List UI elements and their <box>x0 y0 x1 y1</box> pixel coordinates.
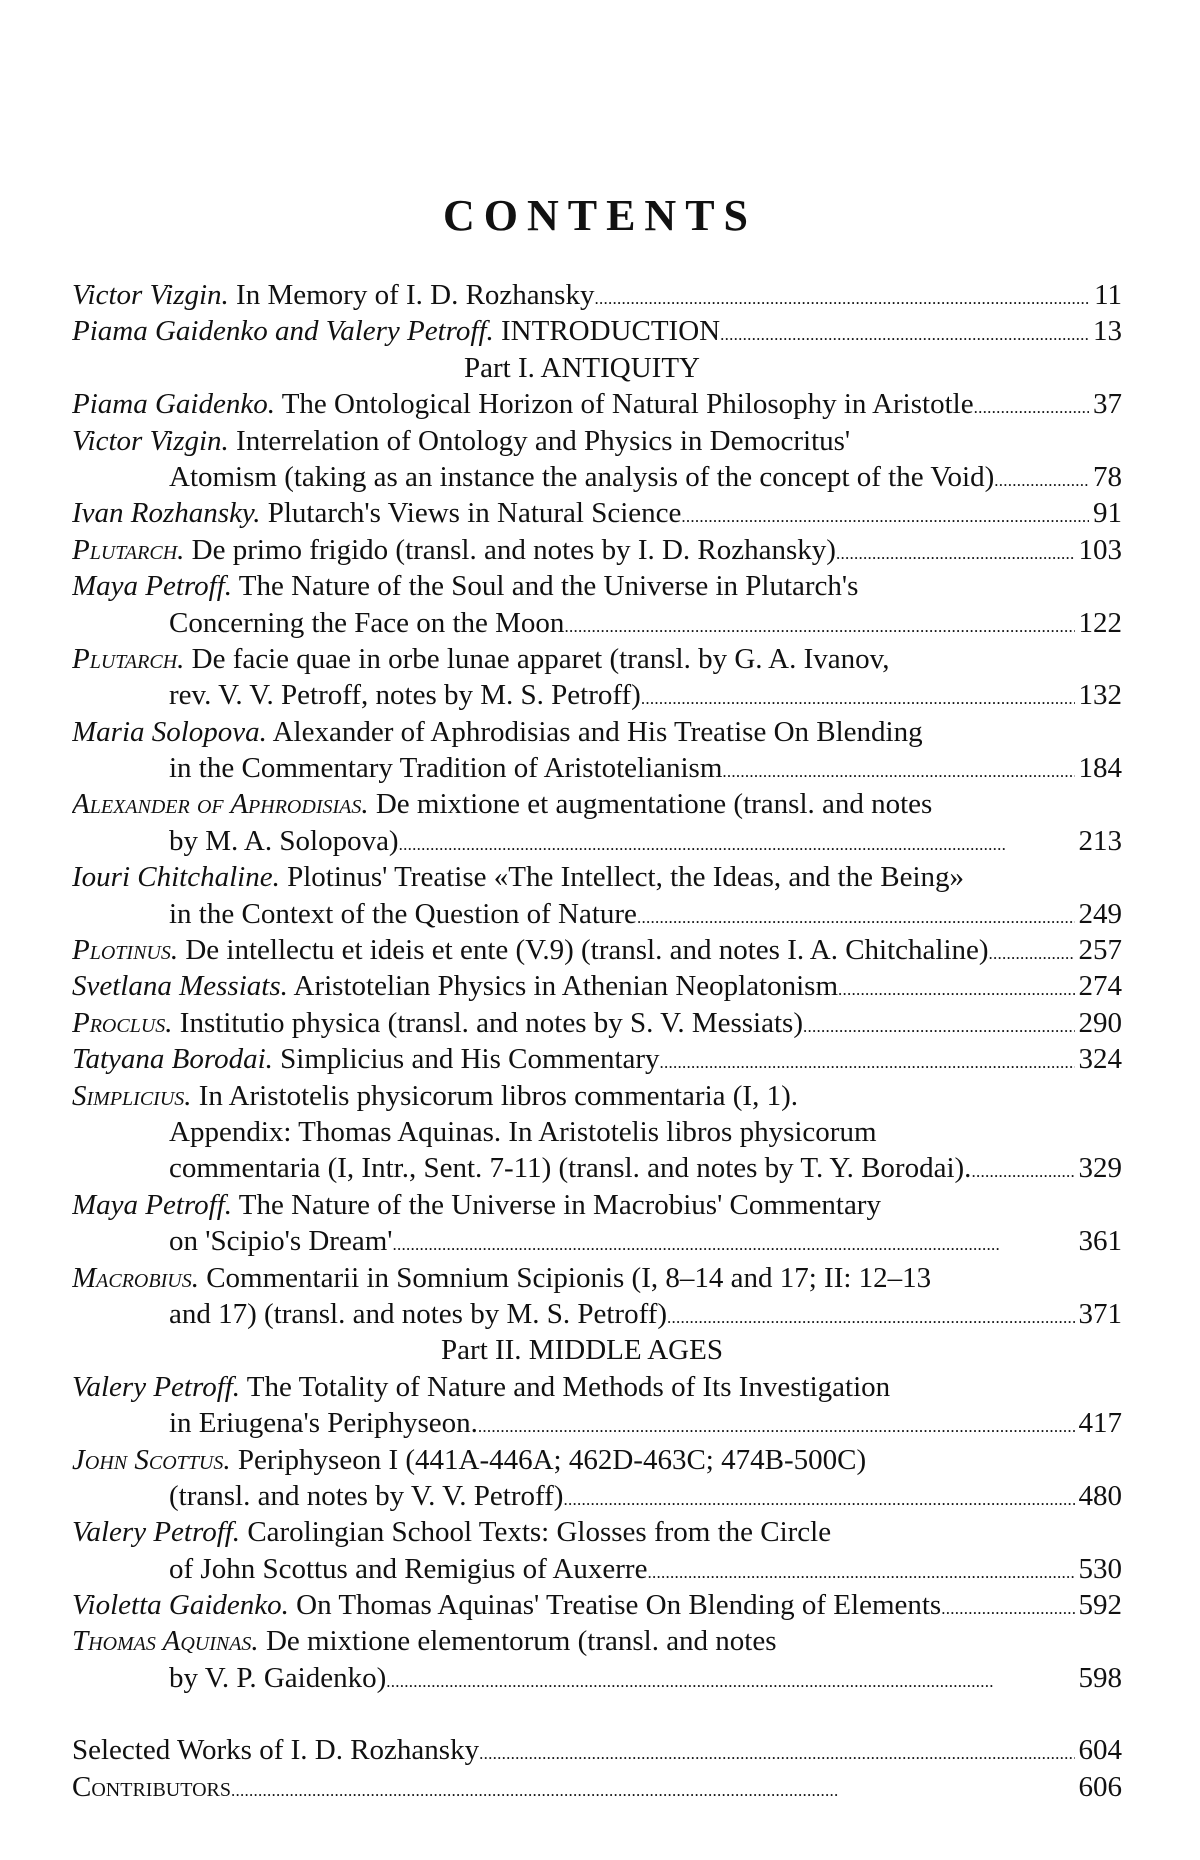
toc-entry-line <box>72 1732 1122 1768</box>
toc-entry <box>72 568 1122 641</box>
entry-title: De facie quae in orbe lunae apparet (transl. by G. A. Ivanov, <box>191 642 890 675</box>
entry-page-number: 480 <box>1075 1478 1123 1514</box>
toc-entry-line <box>72 1623 1122 1659</box>
toc-entry <box>72 932 1122 968</box>
entry-page-number: 91 <box>1089 495 1122 531</box>
toc-entry <box>72 1514 1122 1587</box>
entry-author: Proclus. <box>72 1006 173 1039</box>
front-matter-section <box>72 277 1122 350</box>
entry-title: Plotinus' Treatise «The Intellect, the Ideas, and the Being» <box>287 861 965 894</box>
part-heading-antiquity: Part I. ANTIQUITY <box>464 351 700 384</box>
entry-title: Interrelation of Ontology and Physics in Democritus' <box>236 424 851 457</box>
entry-author: Valery Petroff. <box>72 1516 241 1549</box>
toc-entry-line <box>72 641 1122 677</box>
toc-entry <box>72 313 1122 349</box>
entry-author: Maria Solopova. <box>72 715 267 748</box>
entry-page-number: 361 <box>1075 1223 1123 1259</box>
entry-title: by V. P. Gaidenko) <box>169 1661 387 1694</box>
toc-entry-line <box>72 1769 1122 1805</box>
entry-title: INTRODUCTION <box>501 315 721 348</box>
toc-entry-line <box>72 1005 1122 1041</box>
toc-entry-line <box>72 459 1122 495</box>
toc-entry <box>72 423 1122 496</box>
toc-entry-line <box>72 1405 1122 1441</box>
toc-entry-line <box>72 968 1122 1004</box>
toc-entry-line <box>72 859 1122 895</box>
entry-page-number: 371 <box>1075 1296 1123 1332</box>
entry-author: Victor Vizgin. <box>72 279 229 311</box>
entry-page-number: 249 <box>1075 896 1123 932</box>
toc-entry-line <box>72 1114 1122 1150</box>
entry-page-number: 606 <box>1075 1769 1123 1805</box>
entry-page-number: 213 <box>1075 823 1123 859</box>
entry-page-number: 598 <box>1075 1660 1123 1696</box>
entry-page-number: 184 <box>1075 750 1123 786</box>
entry-page-number: 329 <box>1075 1150 1123 1186</box>
toc-entry-line <box>72 677 1122 713</box>
entry-title: The Nature of the Soul and the Universe in Plutarch's <box>238 570 859 603</box>
entry-title: Appendix: Thomas Aquinas. In Aristotelis libros physicorum <box>169 1115 877 1148</box>
entry-author: Plutarch. <box>72 533 185 566</box>
toc-entry-line <box>72 386 1122 422</box>
toc-entry <box>72 277 1122 313</box>
entry-author: Svetlana Messiats. <box>72 970 288 1003</box>
entry-title: De mixtione elementorum (transl. and notes <box>265 1625 777 1658</box>
entry-page-number: 11 <box>1090 277 1122 313</box>
toc-entry-line <box>72 1514 1122 1550</box>
toc-entry-line <box>72 1296 1122 1332</box>
entry-title: Carolingian School Texts: Glosses from the Circle <box>247 1516 832 1549</box>
entry-author: Victor Vizgin. <box>72 424 229 457</box>
toc-entry-line <box>72 1442 1122 1478</box>
entry-title: On Thomas Aquinas' Treatise On Blending of Elements <box>296 1589 942 1622</box>
toc-entry-line <box>72 532 1122 568</box>
entry-page-number: 417 <box>1075 1405 1123 1441</box>
entry-title: rev. V. V. Petroff, notes by M. S. Petroff) <box>169 679 641 712</box>
entry-page-number: 530 <box>1075 1551 1123 1587</box>
toc-entry <box>72 532 1122 568</box>
toc-entry <box>72 1078 1122 1187</box>
page-title: CONTENTS <box>442 191 758 240</box>
toc-entry <box>72 495 1122 531</box>
entry-page-number: 290 <box>1075 1005 1123 1041</box>
entry-title: commentaria (I, Intr., Sent. 7-11) (transl. and notes by T. Y. Borodai). <box>169 1152 972 1185</box>
entry-title: De intellectu et ideis et ente (V.9) (transl. and notes I. A. Chitchaline) <box>185 934 989 967</box>
entry-title: Institutio physica (transl. and notes by S. V. Messiats) <box>179 1006 803 1039</box>
toc-entry <box>72 1623 1122 1696</box>
toc-entry-line <box>72 1260 1122 1296</box>
entry-page-number: 274 <box>1075 968 1123 1004</box>
entry-title: Concerning the Face on the Moon <box>169 606 565 639</box>
entry-page-number: 37 <box>1089 386 1122 422</box>
entry-page-number: 257 <box>1075 932 1123 968</box>
entry-title: In Memory of I. D. Rozhansky <box>236 279 595 311</box>
toc-entry-line <box>72 1660 1122 1696</box>
toc-entry-line <box>72 714 1122 750</box>
entry-title: on 'Scipio's Dream' <box>169 1225 393 1258</box>
toc-entry <box>72 1260 1122 1333</box>
toc-entry <box>72 1442 1122 1515</box>
toc-entry-line <box>72 568 1122 604</box>
section-gap <box>72 1696 1122 1732</box>
entry-title: De primo frigido (transl. and notes by I. D. Rozhansky) <box>191 533 836 566</box>
toc-entry-line <box>72 786 1122 822</box>
entry-title: (transl. and notes by V. V. Petroff) <box>169 1479 564 1512</box>
entry-author: Maya Petroff. <box>72 570 232 603</box>
toc-entry <box>72 641 1122 714</box>
toc-entry <box>72 1187 1122 1260</box>
toc-entry <box>72 1041 1122 1077</box>
entry-title: in the Context of the Question of Nature <box>169 897 637 930</box>
entry-title: The Totality of Nature and Methods of Its Investigation <box>246 1370 891 1403</box>
entry-title: In Aristotelis physicorum libros commentaria (I, 1). <box>198 1079 798 1112</box>
entry-title: Contributors <box>72 1770 231 1803</box>
toc-entry <box>72 859 1122 932</box>
toc-entry-line <box>72 1041 1122 1077</box>
entry-author: Piama Gaidenko. <box>72 388 275 421</box>
toc-entry-line <box>72 932 1122 968</box>
entry-page-number: 103 <box>1075 532 1123 568</box>
entry-author: Ivan Rozhansky. <box>72 497 261 530</box>
entry-author: Macrobius. <box>72 1261 199 1294</box>
toc-entry-line <box>72 750 1122 786</box>
entry-title: in Eriugena's Periphyseon. <box>169 1407 478 1440</box>
entry-page-number: 592 <box>1075 1587 1123 1623</box>
entry-title: Alexander of Aphrodisias and His Treatise On Blending <box>272 715 923 748</box>
entry-title: De mixtione et augmentatione (transl. and notes <box>375 788 933 821</box>
toc-entry-line <box>72 1587 1122 1623</box>
entry-page-number: 122 <box>1075 605 1123 641</box>
entry-author: Violetta Gaidenko. <box>72 1589 289 1622</box>
toc-entry-line <box>72 1369 1122 1405</box>
table-of-contents <box>72 277 1122 1805</box>
entry-title: Commentarii in Somnium Scipionis (I, 8–14 and 17; II: 12–13 <box>206 1261 932 1294</box>
entry-title: The Ontological Horizon of Natural Philosophy in Aristotle <box>281 388 974 421</box>
entry-title: Aristotelian Physics in Athenian Neoplatonism <box>293 970 839 1003</box>
toc-entry <box>72 1369 1122 1442</box>
entry-title: in the Commentary Tradition of Aristotelianism <box>169 752 723 785</box>
entry-page-number: 78 <box>1089 459 1122 495</box>
entry-author: Maya Petroff. <box>72 1188 232 1221</box>
toc-entry-line <box>72 823 1122 859</box>
entry-author: Iouri Chitchaline. <box>72 861 280 894</box>
toc-entry <box>72 968 1122 1004</box>
entry-author: Piama Gaidenko and Valery Petroff. <box>72 315 494 348</box>
toc-entry <box>72 1005 1122 1041</box>
entry-title: Simplicius and His Commentary <box>280 1043 660 1076</box>
toc-entry-line <box>72 1150 1122 1186</box>
entry-title: by M. A. Solopova) <box>169 824 399 857</box>
entry-author: Plutarch. <box>72 642 185 675</box>
toc-entry-line <box>72 495 1122 531</box>
entry-page-number: 604 <box>1075 1732 1123 1768</box>
toc-entry-line <box>72 423 1122 459</box>
entry-title: Plutarch's Views in Natural Science <box>267 497 682 530</box>
entry-page-number: 13 <box>1089 313 1122 349</box>
back-matter-section <box>72 1732 1122 1805</box>
part-heading-middle-ages: Part II. MIDDLE AGES <box>441 1334 723 1367</box>
toc-entry-line <box>72 605 1122 641</box>
entry-title: Periphyseon I (441A-446A; 462D-463C; 474B-500C) <box>237 1443 867 1476</box>
entry-page-number: 132 <box>1075 677 1123 713</box>
entry-author: Plotinus. <box>72 934 179 967</box>
toc-entry-line <box>72 1551 1122 1587</box>
toc-entry <box>72 786 1122 859</box>
toc-entry-line <box>72 1223 1122 1259</box>
toc-entry-line <box>72 1078 1122 1114</box>
toc-entry <box>72 386 1122 422</box>
toc-entry-line <box>72 313 1122 349</box>
entry-author: Alexander of Aphrodisias. <box>72 788 369 821</box>
entry-title: Atomism (taking as an instance the analysis of the concept of the Void) <box>169 460 995 493</box>
entry-author: Valery Petroff. <box>72 1370 241 1403</box>
entry-page-number: 324 <box>1075 1041 1123 1077</box>
toc-entry-line <box>72 277 1122 313</box>
toc-entry-line <box>72 896 1122 932</box>
toc-entry-line <box>72 1187 1122 1223</box>
antiquity-section <box>72 386 1122 1332</box>
toc-entry <box>72 1587 1122 1623</box>
entry-title: and 17) (transl. and notes by M. S. Petroff) <box>169 1297 668 1330</box>
middle-ages-section <box>72 1369 1122 1697</box>
entry-author: Thomas Aquinas. <box>72 1625 259 1658</box>
entry-title: The Nature of the Universe in Macrobius' Commentary <box>238 1188 881 1221</box>
entry-title: Selected Works of I. D. Rozhansky <box>72 1734 480 1767</box>
entry-author: Simplicius. <box>72 1079 192 1112</box>
toc-entry <box>72 714 1122 787</box>
entry-author: John Scottus. <box>72 1443 231 1476</box>
entry-title: of John Scottus and Remigius of Auxerre <box>169 1552 648 1585</box>
toc-entry-line <box>72 1478 1122 1514</box>
entry-author: Tatyana Borodai. <box>72 1043 273 1076</box>
